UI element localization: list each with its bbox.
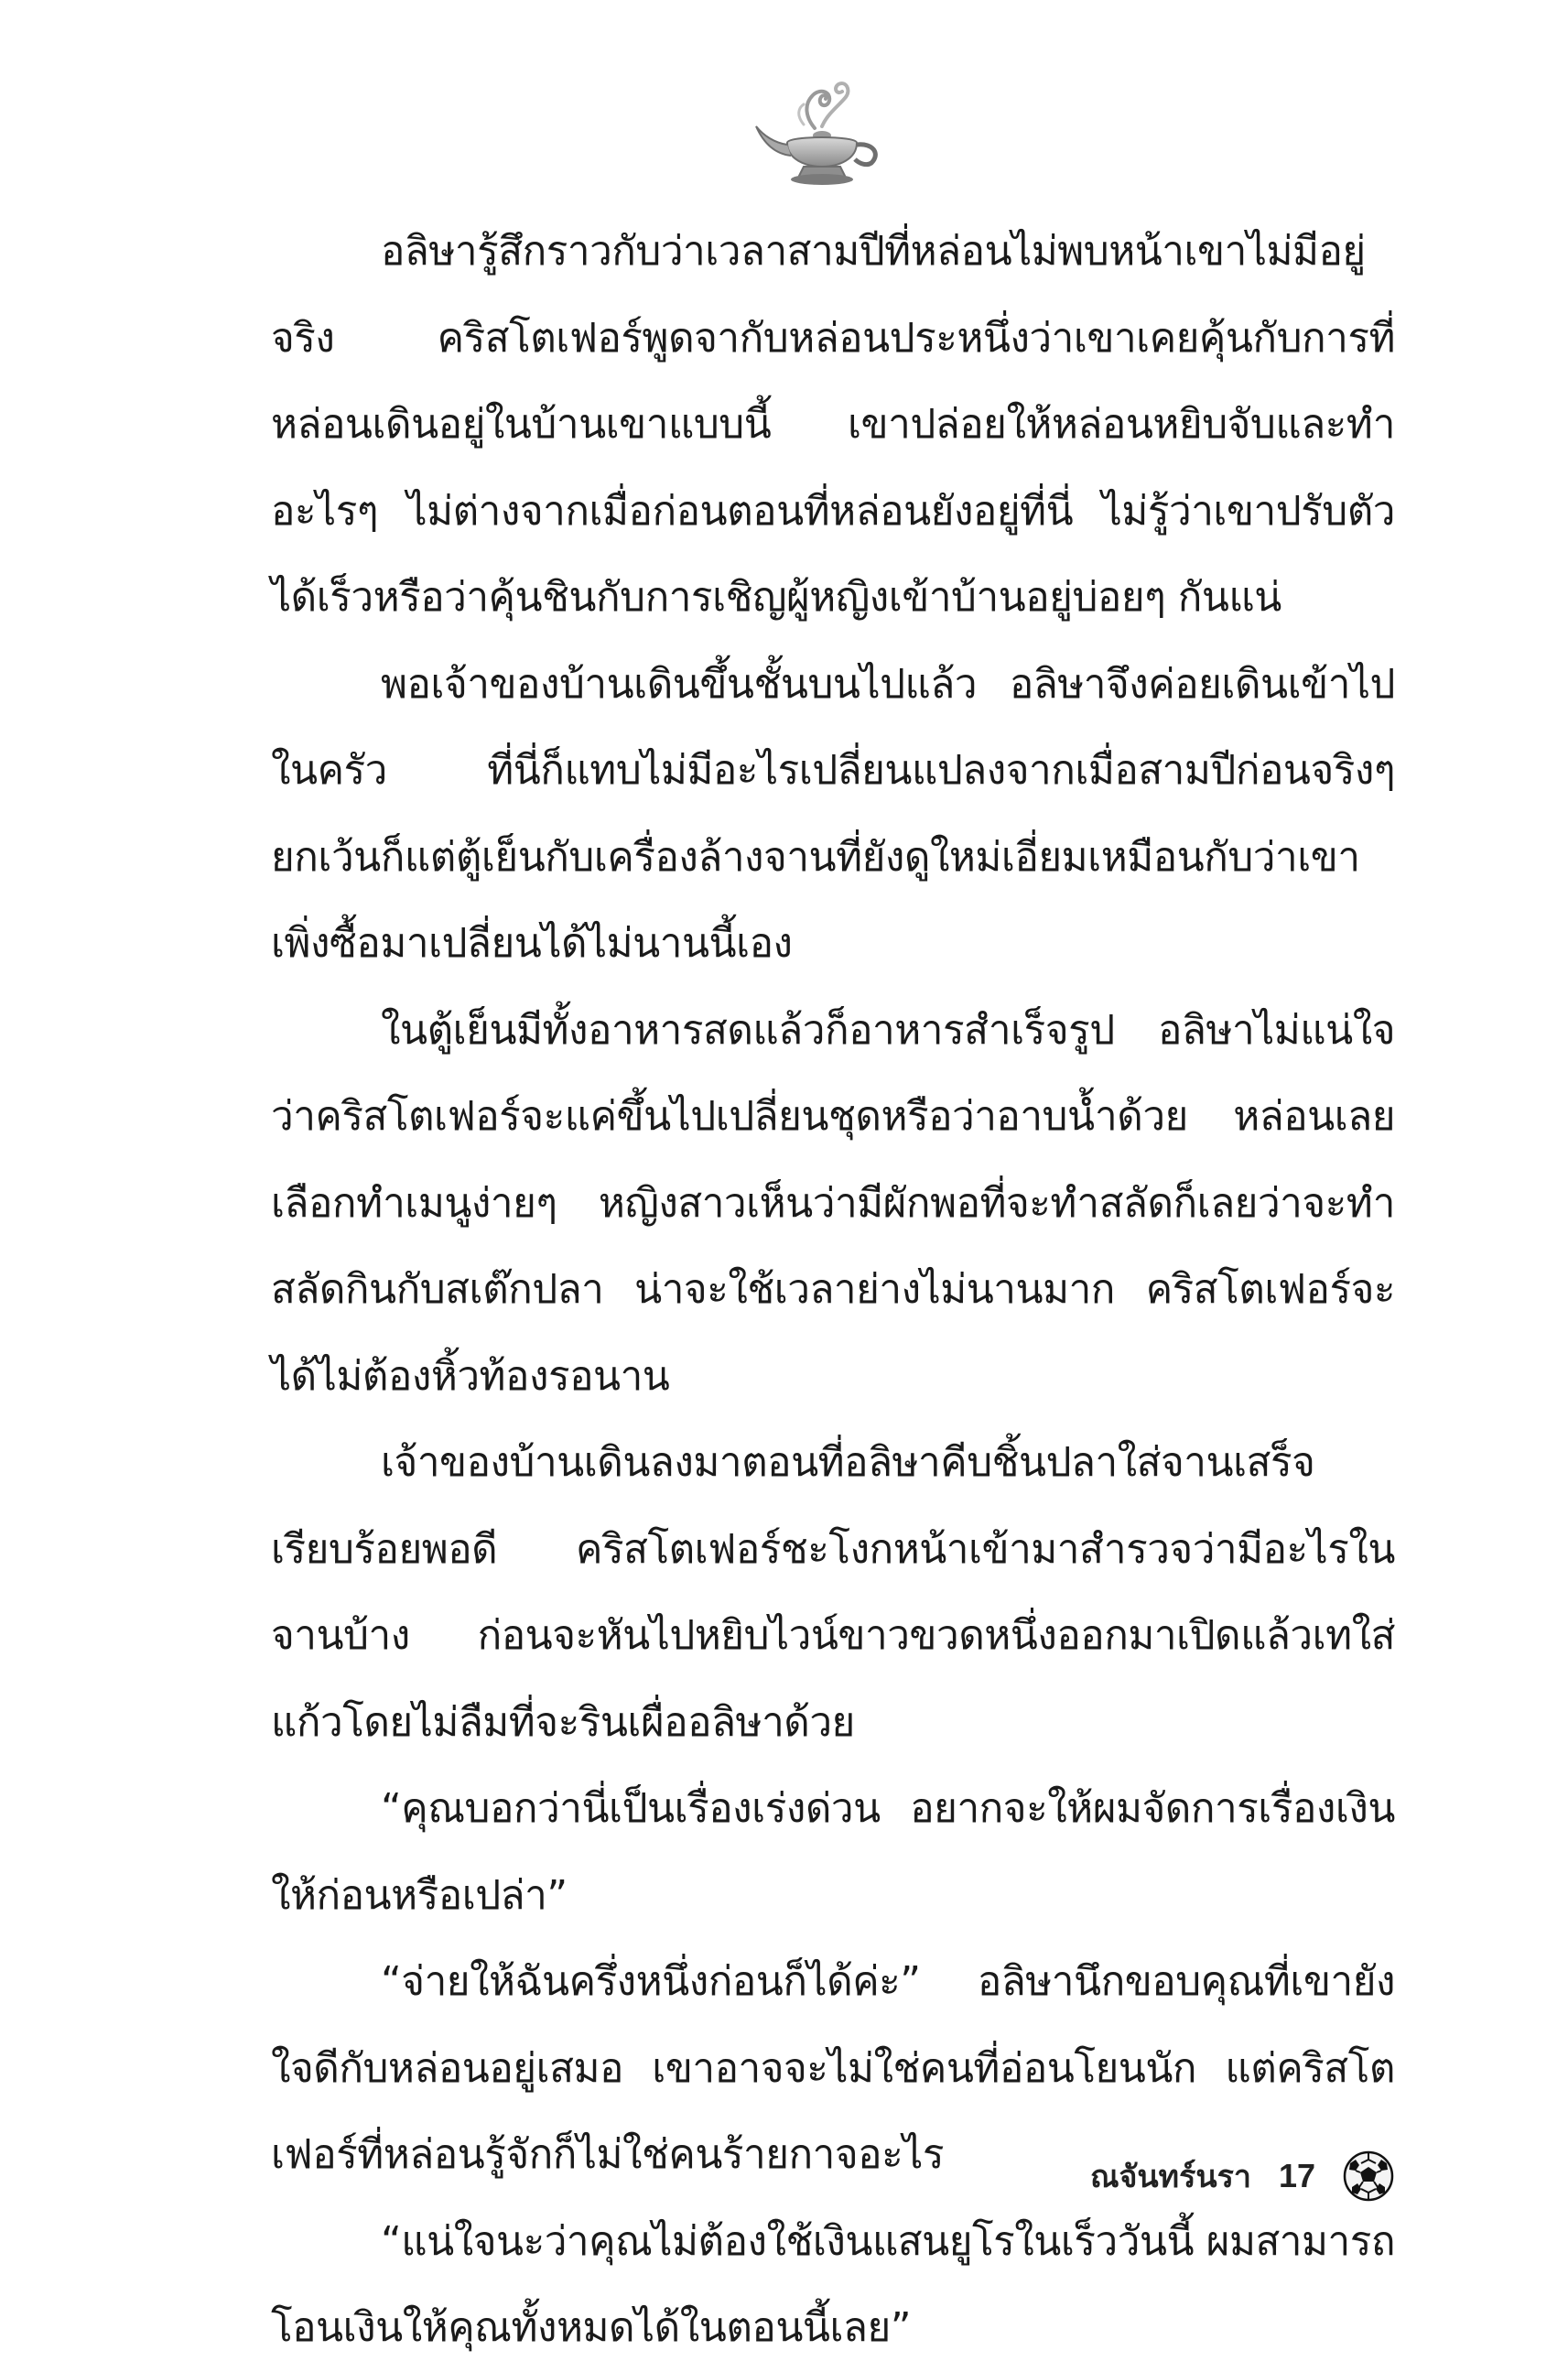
paragraph: ในตู้เย็นมีทั้งอาหารสดแล้วก็อาหารสำเร็จรูป อลิษาไม่แน่ใจว่าคริสโตเฟอร์จะแค่ขึ้นไปเปลี่ยนชุดหรือว่าอาบน้ำด้วย หล่อนเลยเลือกทำเมนูง่ายๆ หญิงสาวเห็นว่ามีผักพอที่จะทำสลัดก็เลยว่าจะทำสลัดกินกับสเต๊กปลา น่าจะใช้เวลาย่างไม่นานมาก คริสโตเฟอร์จะได้ไม่ต้องหิ้วท้องรอนาน [271,1006,1395,1400]
magic-lamp-icon [751,71,888,190]
chapter-body [271,209,1395,2372]
author-name: ณจันทร์นรา [1089,2159,1251,2195]
soccer-ball-icon [1343,2150,1394,2202]
page-footer [1090,2144,1394,2208]
paragraph: “แน่ใจนะว่าคุณไม่ต้องใช้เงินแสนยูโรในเร็ววันนี้ ผมสามารถโอนเงินให้คุณทั้งหมดได้ในตอนนี้เลย” [271,2217,1395,2351]
paragraph: พอเจ้าของบ้านเดินขึ้นชั้นบนไปแล้ว อลิษาจึงค่อยเดินเข้าไปในครัว ที่นี่ก็แทบไม่มีอะไรเปลี่ยนแปลงจากเมื่อสามปีก่อนจริงๆ ยกเว้นก็แต่ตู้เย็นกับเครื่องล้างจานที่ยังดูใหม่เอี่ยมเหมือนกับว่าเขาเพิ่งซื้อมาเปลี่ยนได้ไม่นานนี้เอง [271,660,1395,967]
paragraph: “คุณบอกว่านี่เป็นเรื่องเร่งด่วน อยากจะให้ผมจัดการเรื่องเงินให้ก่อนหรือเปล่า” [271,1785,1395,1919]
paragraph: “จ่ายให้ฉันครึ่งหนึ่งก่อนก็ได้ค่ะ” อลิษานึกขอบคุณที่เขายังใจดีกับหล่อนอยู่เสมอ เขาอาจจะไม่ใช่คนที่อ่อนโยนนัก แต่คริสโตเฟอร์ที่หล่อนรู้จักก็ไม่ใช่คนร้ายกาจอะไร [271,1958,1395,2178]
page-number: 17 [1278,2157,1315,2194]
paragraph: เจ้าของบ้านเดินลงมาตอนที่อลิษาคีบชิ้นปลาใส่จานเสร็จเรียบร้อยพอดี คริสโตเฟอร์ชะโงกหน้าเข้ามาสำรวจว่ามีอะไรในจานบ้าง ก่อนจะหันไปหยิบไวน์ขาวขวดหนึ่งออกมาเปิดแล้วเทใส่แก้วโดยไม่ลืมที่จะรินเผื่ออลิษาด้วย [271,1439,1395,1746]
paragraph: อลิษารู้สึกราวกับว่าเวลาสามปีที่หล่อนไม่พบหน้าเขาไม่มีอยู่จริง คริสโตเฟอร์พูดจากับหล่อนประหนึ่งว่าเขาเคยคุ้นกับการที่หล่อนเดินอยู่ในบ้านเขาแบบนี้ เขาปล่อยให้หล่อนหยิบจับและทำอะไรๆ ไม่ต่างจากเมื่อก่อนตอนที่หล่อนยังอยู่ที่นี่ ไม่รู้ว่าเขาปรับตัวได้เร็วหรือว่าคุ้นชินกับการเชิญผู้หญิงเข้าบ้านอยู่บ่อยๆ กันแน่ [271,228,1395,621]
